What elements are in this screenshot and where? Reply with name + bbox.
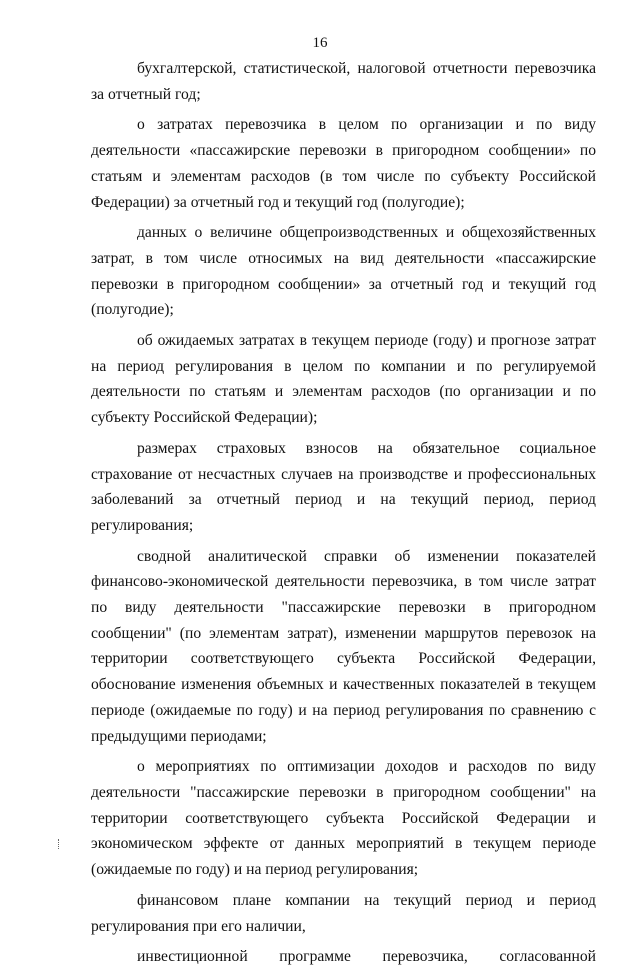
paragraph-investment-program: инвестиционной программе перевозчика, согласованной	[137, 948, 596, 966]
paragraph-insurance-contributions: размерах страховых взносов на обязательное социальное страхование от несчастных случаев на производстве и профессиональных заболеваний за отчетный период и на текущий период, период регулирования;	[91, 439, 596, 534]
paragraph-expected-costs: об ожидаемых затратах в текущем периоде (году) и прогнозе затрат на период регулирования в целом по компании и по регулируемой деятельности по статьям и элементам расходов (по организации и по субъекту Российской Федерации);	[91, 332, 596, 427]
margin-mark	[58, 839, 60, 849]
paragraph-accounting-reports: бухгалтерской, статистической, налоговой отчетности перевозчика за отчетный год;	[91, 60, 596, 103]
paragraph-financial-plan: финансовом плане компании на текущий период и период регулирования при его наличии,	[91, 891, 596, 935]
paragraph-optimization-measures: о мероприятиях по оптимизации доходов и расходов по виду деятельности "пассажирские перевозки в пригородном сообщении" на территории соответствующего субъекта Российской Федерации и экономическом эффекте от данных мероприятий в текущем периоде (ожидаемые по году) и на период регулирования;	[91, 758, 596, 879]
paragraph-overhead-costs: данных о величине общепроизводственных и общехозяйственных затрат, в том числе относимых на вид деятельности «пассажирские перевозки в пригородном сообщении» за отчетный год и текущий год (полугодие);	[91, 224, 596, 319]
paragraph-carrier-costs: о затратах перевозчика в целом по организации и по виду деятельности «пассажирские перевозки в пригородном сообщении» по статьям и элементам расходов (в том числе по субъекту Российской Федерации) за отчетный год и текущий год (полугодие);	[91, 116, 596, 211]
document-body	[91, 56, 596, 970]
page-number: 16	[312, 35, 328, 51]
paragraph-analytical-summary: сводной аналитической справки об изменении показателей финансово-экономической деятельности перевозчика, в том числе затрат по виду деятельности "пассажирские перевозки в пригородном сообщении" (по элементам затрат), изменении маршрутов перевозок на территории соответствующего субъекта Российской Федерации, обоснование изменения объемных и качественных показателей в текущем периоде (ожидаемые по году) и на период регулирования по сравнению с предыдущими периодами;	[91, 547, 596, 745]
